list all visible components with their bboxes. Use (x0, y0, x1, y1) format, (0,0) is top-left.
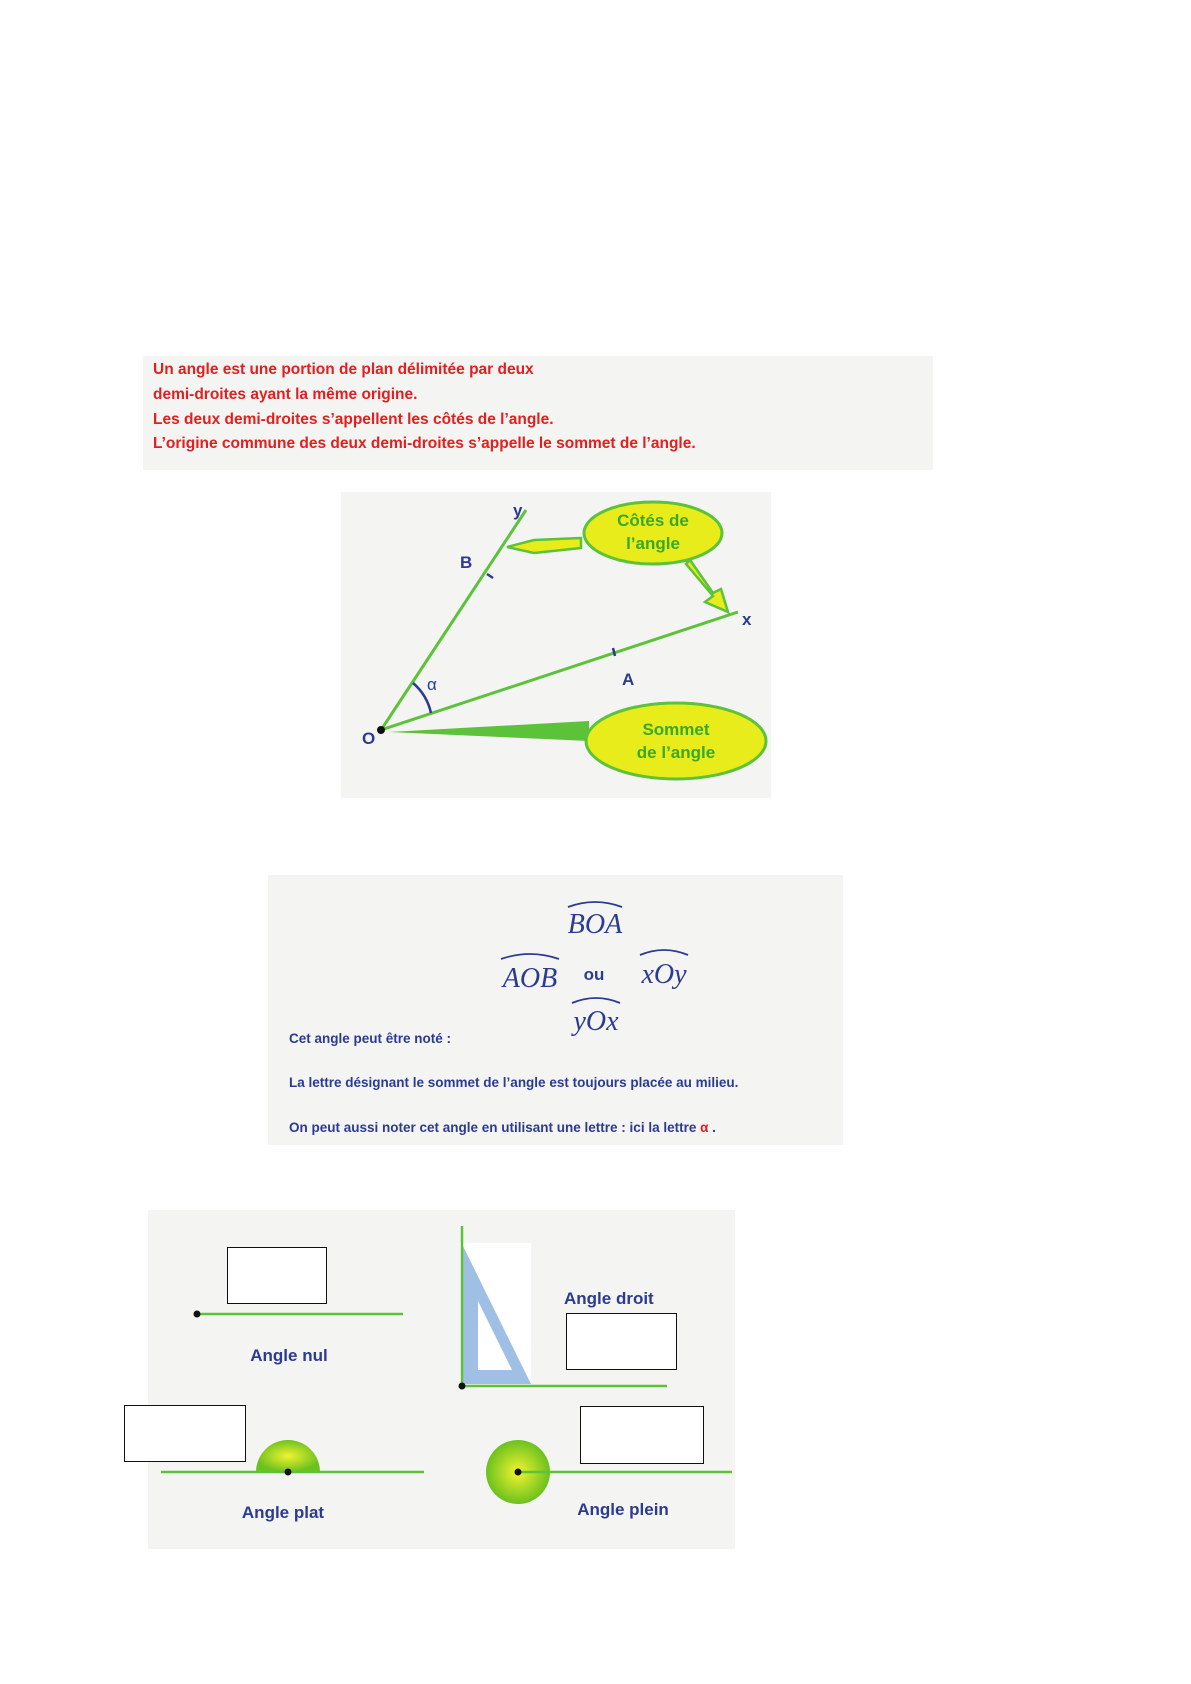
definition-line-3: Les deux demi-droites s’appellent les côtés de l’angle. (153, 411, 554, 428)
hat-aob (501, 954, 559, 959)
bubble-sides-line1: Côtés de (617, 511, 689, 530)
label-angle-plein: Angle plein (577, 1500, 669, 1519)
vertex-plat (285, 1469, 292, 1476)
definition-box (143, 356, 933, 470)
label-angle-plat: Angle plat (241, 1503, 325, 1522)
tick-b (487, 574, 493, 578)
name-boa: BOA (567, 909, 623, 940)
answer-box-droit[interactable] (566, 1313, 677, 1370)
label-b: B (460, 553, 473, 572)
label-angle-droit: Angle droit (564, 1289, 654, 1308)
ray-oy (381, 510, 526, 730)
notation-line-1: Cet angle peut être noté : (289, 1031, 452, 1046)
definition-line-1: Un angle est une portion de plan délimitée par deux (153, 361, 534, 378)
notation-alpha-letter: α (700, 1120, 709, 1135)
hat-xoy (640, 950, 688, 955)
bubble-vertex-line2: de l’angle (636, 743, 716, 762)
arrow-to-oy (507, 538, 581, 553)
arrow-to-ox (686, 560, 728, 612)
tick-a (613, 648, 615, 656)
notation-line-2: La lettre désignant le sommet de l’angle est toujours placée au milieu. (289, 1075, 739, 1090)
answer-box-plat[interactable] (124, 1405, 246, 1462)
vertex-nul (194, 1311, 201, 1318)
answer-box-nul[interactable] (227, 1247, 327, 1304)
angle-figure (341, 492, 771, 798)
notation-line-3 (289, 1120, 716, 1135)
vertex-point (377, 726, 385, 734)
half-disk-plat (256, 1440, 320, 1472)
definition-line-4: L’origine commune des deux demi-droites s’appelle le sommet de l’angle. (153, 435, 696, 452)
vertex-droit (459, 1383, 466, 1390)
label-angle-nul: Angle nul (250, 1346, 328, 1365)
label-o: O (362, 729, 376, 748)
hat-yox (572, 998, 620, 1003)
bubble-sides-line2: l’angle (626, 534, 680, 553)
definition-line-2: demi-droites ayant la même origine. (153, 386, 418, 403)
angle-figure-svg (341, 492, 771, 798)
notation-line-3-suffix: . (708, 1120, 716, 1135)
hat-boa (568, 902, 622, 907)
label-x: x (742, 610, 752, 629)
label-alpha: α (427, 675, 437, 694)
name-aob: AOB (502, 963, 558, 994)
notation-line-3-prefix: On peut aussi noter cet angle en utilisant une lettre : ici la lettre (289, 1120, 697, 1135)
word-ou: ou (583, 965, 605, 984)
name-xoy: xOy (641, 959, 687, 990)
answer-box-plein[interactable] (580, 1406, 704, 1464)
notation-box (268, 875, 843, 1145)
name-yox: yOx (573, 1006, 619, 1037)
bubble-vertex (586, 703, 766, 779)
vertex-pointer (389, 721, 589, 741)
vertex-plein (515, 1469, 522, 1476)
notation-names (268, 875, 843, 1045)
bubble-vertex-line1: Sommet (642, 720, 710, 739)
label-y: y (513, 501, 523, 520)
label-a: A (622, 670, 635, 689)
